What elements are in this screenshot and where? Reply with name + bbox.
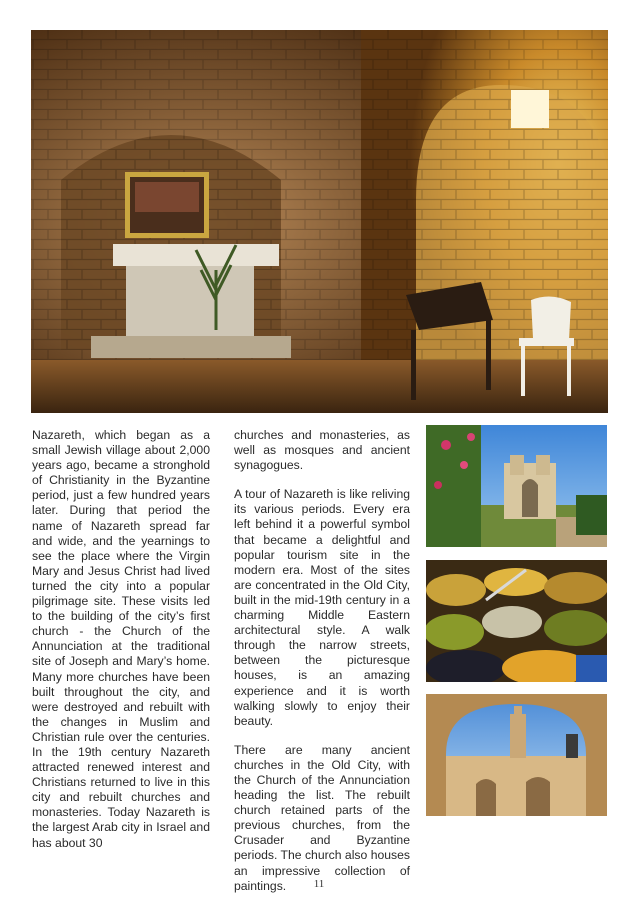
page-number: 11 [313, 878, 325, 890]
church-exterior-photo [426, 425, 607, 547]
text-column-left [32, 428, 210, 865]
paragraph: Nazareth, which began as a small Jewish village about 2,000 years ago, became a stronghold of Christianity in the Byzantine period, just a few hundred years later. During that period the name of Nazareth spread far and wide, and the yearnings to see the place where the Virgin Mary and Jesus Christ had lived turned the city into a popular pilgrimage site. These visits led to the building of the city’s first church - the Church of the Annunciation at the traditional site of Joseph and Mary’s home. Many more churches have been built throughout the city, and were destroyed and rebuilt with the changes in Muslim and Christian rule over the centuries. In the 19th century Nazareth attracted renewed interest and Christians returned to live in this city and rebuilt churches and monasteries. Today Nazareth is the largest Arab city in Israel and has about 30 [32, 428, 210, 850]
chapel-interior-photo [31, 30, 608, 413]
paragraph: A tour of Nazareth is like reliving its various periods. Every era left behind it a powerful symbol that became a delightful and popular tourism site in the modern era. Most of the sites are concentrated in the Old City, built in the mid-19th century in a charming Middle Eastern architectural style. A walk through the narrow streets, between the picturesque houses, is an amazing experience and it is worth walking slowly to enjoy their beauty. [234, 487, 410, 728]
paragraph: churches and monasteries, as well as mosques and ancient synagogues. [234, 428, 410, 473]
text-column-middle [234, 428, 410, 908]
church-archway-photo [426, 694, 607, 816]
market-olives-photo [426, 560, 607, 682]
paragraph: There are many ancient churches in the Old City, with the Church of the Annunciation heading the list. The rebuilt church retained parts of the previous churches, from the Crusader and Byzantine periods. The church also houses an impressive collection of paintings. [234, 742, 410, 893]
